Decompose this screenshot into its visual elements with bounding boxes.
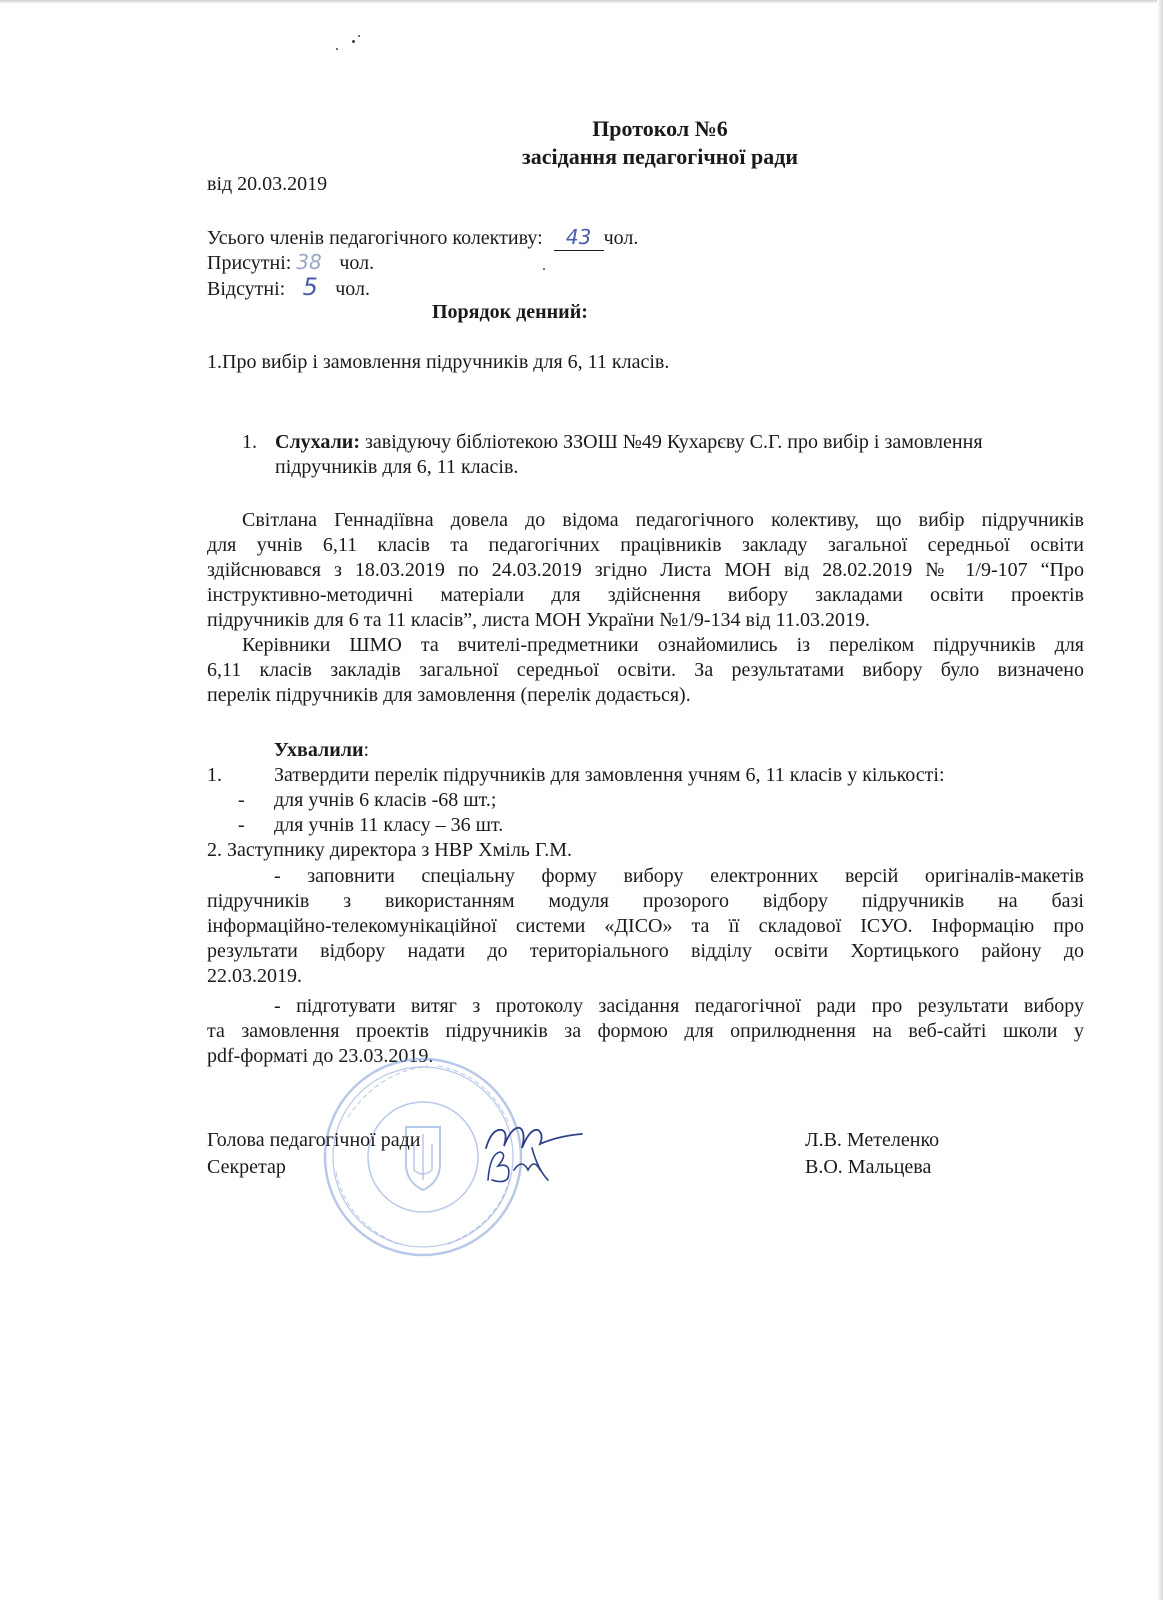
body-p2-line: 6,11 класів закладів загальної середньої освіти. За результатами вибору було визначено	[207, 659, 1084, 681]
heard-text-2: підручників для 6, 11 класів.	[275, 456, 519, 478]
heard-number: 1.	[242, 431, 257, 453]
resolved-item-2: 2. Заступнику директора з НВР Хміль Г.М.	[207, 839, 573, 861]
chair-name: Л.В. Метеленко	[805, 1129, 940, 1151]
task1-line: інформаційно-телекомунікаційної системи «ДІСО» та її складової ІСУО. Інформацію про	[207, 915, 1084, 937]
task1-line: підручників з використанням модуля прозорого відбору підручників на базі	[207, 890, 1084, 912]
present-label: Присутні:	[207, 252, 292, 274]
absent-label: Відсутні:	[207, 278, 286, 300]
absent-count: 5	[302, 273, 318, 301]
body-p1-line: Світлана Геннадіївна довела до відома педагогічного колективу, що вибір підручників	[242, 509, 1084, 531]
scan-speck	[358, 35, 360, 37]
body-p1-line: здійснювався з 18.03.2019 по 24.03.2019 згідно Листа МОН від 28.02.2019 № 1/9-107 “Про	[207, 559, 1084, 581]
resolved-heading-row	[274, 738, 369, 762]
present-unit: чол.	[339, 252, 375, 274]
absent-row	[207, 275, 370, 301]
body-p1-line: підручників для 6 та 11 класів”, листа МОН України №1/9-134 від 11.03.2019.	[207, 609, 870, 631]
present-row	[207, 250, 374, 275]
scan-speck	[336, 48, 338, 50]
body-p2-line: Керівники ШМО та вчителі-предметники ознайомились із переліком підручників для	[242, 634, 1084, 656]
task1-line: 22.03.2019.	[207, 965, 302, 987]
heard-label: Слухали:	[275, 431, 360, 453]
document-date: від 20.03.2019	[207, 173, 328, 195]
document-title: Протокол №6	[592, 116, 728, 141]
secretary-signature	[478, 1140, 568, 1190]
members-label: Усього членів педагогічного колективу:	[207, 227, 543, 249]
task2-line: pdf-форматі до 23.03.2019.	[207, 1045, 434, 1067]
scan-edge-right	[1157, 0, 1163, 1600]
agenda-item-1: 1.Про вибір і замовлення підручників для 6, 11 класів.	[207, 351, 670, 373]
body-p1-line: інструктивно-методичні матеріали для здійснення вибору закладами освіти проектів	[207, 584, 1084, 606]
scan-speck	[543, 268, 545, 270]
body-p2-line: перелік підручників для замовлення (перелік додається).	[207, 684, 691, 706]
heard-line-1	[275, 430, 983, 454]
task2-line: та замовлення проектів підручників за формою для оприлюднення на веб-сайті школи у	[207, 1020, 1084, 1042]
sub-dash: -	[238, 814, 245, 836]
absent-unit: чол.	[335, 278, 371, 300]
members-unit: чол.	[603, 227, 639, 249]
secretary-name: В.О. Мальцева	[805, 1156, 932, 1178]
resolved-heading: Ухвалили	[274, 739, 364, 761]
task2-line: - підготувати витяг з протоколу засідання педагогічної ради про результати вибору	[274, 995, 1084, 1017]
agenda-heading: Порядок денний:	[432, 301, 588, 323]
resolved-sub-2: для учнів 11 класу – 36 шт.	[274, 814, 504, 836]
resolved-item-1-number: 1.	[207, 764, 222, 786]
chair-label: Голова педагогічної ради	[207, 1129, 421, 1151]
secretary-label: Секретар	[207, 1156, 286, 1178]
resolved-colon: :	[363, 739, 370, 761]
resolved-item-1-text: Затвердити перелік підручників для замовлення учням 6, 11 класів у кількості:	[274, 764, 945, 786]
task1-line: результати відбору надати до територіального відділу освіти Хортицького району до	[207, 940, 1084, 962]
body-p1-line: для учнів 6,11 класів та педагогічних працівників закладу загальної середньої освіти	[207, 534, 1084, 556]
sub-dash: -	[238, 789, 245, 811]
document-subtitle: засідання педагогічної ради	[521, 144, 799, 169]
members-row	[207, 225, 638, 251]
members-count: 43	[565, 225, 592, 249]
task1-line: - заповнити спеціальну форму вибору електронних версій оригіналів-макетів	[274, 865, 1084, 887]
present-count: 38	[296, 250, 322, 274]
scan-speck	[352, 40, 355, 43]
scan-edge-top	[0, 0, 1163, 4]
members-count-field	[554, 225, 604, 251]
heard-text-1: завідуючу бібліотекою ЗЗОШ №49 Кухарєву С.Г. про вибір і замовлення	[364, 431, 983, 453]
resolved-sub-1: для учнів 6 класів -68 шт.;	[274, 789, 497, 811]
